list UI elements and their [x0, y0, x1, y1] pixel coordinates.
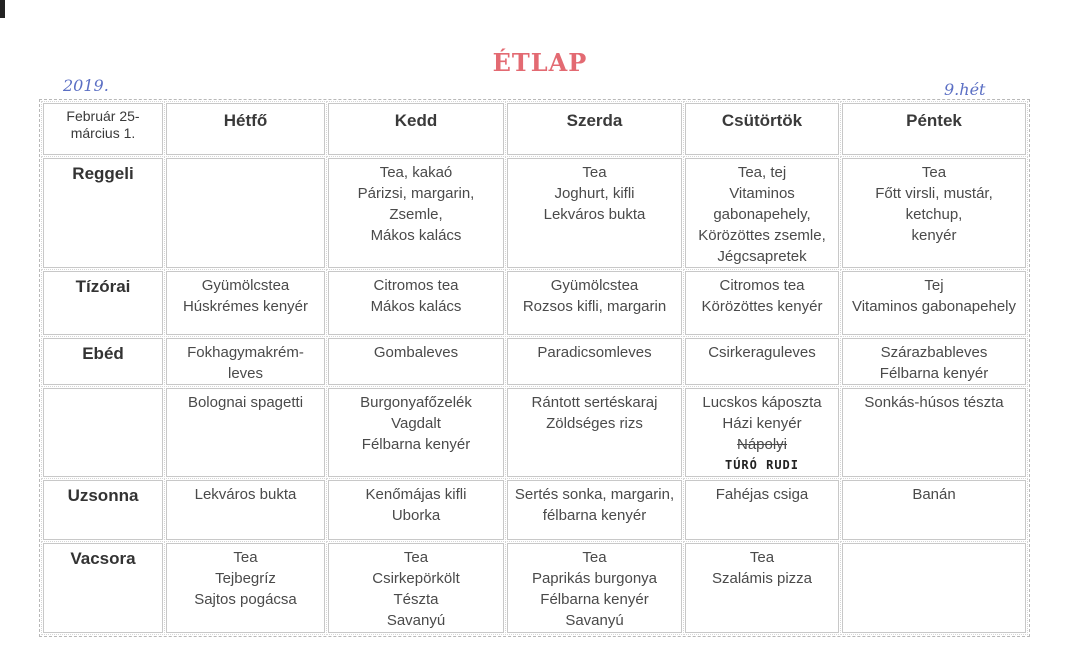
menu-item: Kenőmájas kifli	[365, 486, 467, 503]
meal-row-ebed-main	[43, 388, 1026, 477]
menu-item: Félbarna kenyér	[879, 365, 989, 382]
menu-cell	[685, 480, 839, 540]
page-title: ÉTLAP	[492, 48, 588, 77]
scan-mark	[0, 0, 5, 18]
menu-item: Tea	[233, 549, 258, 566]
menu-item: Gyümölcstea	[201, 277, 290, 294]
menu-item: Citromos tea	[719, 277, 805, 294]
day-header-thursday: Csütörtök	[685, 103, 839, 155]
day-header-monday: Hétfő	[166, 103, 325, 155]
menu-cell	[507, 388, 682, 477]
menu-cell	[166, 388, 325, 477]
menu-item: Húskrémes kenyér	[182, 298, 309, 315]
menu-item: Banán	[912, 486, 956, 503]
menu-item: Szárazbableves	[880, 344, 988, 361]
menu-item: Uborka	[391, 507, 441, 524]
menu-item: Körözöttes zsemle,	[698, 227, 826, 244]
menu-item: Savanyú	[565, 612, 624, 629]
menu-item: Sajtos pogácsa	[194, 591, 297, 608]
menu-item: Szalámis pizza	[711, 570, 813, 587]
menu-item: ketchup,	[905, 206, 963, 223]
meal-row-ebed	[43, 338, 1026, 385]
menu-cell	[842, 543, 1026, 633]
meal-row-uzsonna	[43, 480, 1026, 540]
menu-cell	[328, 158, 504, 268]
menu-item: Gombaleves	[373, 344, 459, 361]
menu-item: Mákos kalács	[370, 227, 462, 244]
menu-cell	[507, 271, 682, 335]
meal-label: Vacsora	[43, 543, 163, 633]
meal-label	[43, 388, 163, 477]
menu-cell	[328, 271, 504, 335]
menu-item: Sonkás-húsos tészta	[864, 394, 1004, 411]
menu-item: Citromos tea	[373, 277, 459, 294]
menu-item: Csirkepörkölt	[372, 570, 460, 587]
menu-cell	[685, 271, 839, 335]
meal-label: Uzsonna	[43, 480, 163, 540]
day-header-tuesday: Kedd	[328, 103, 504, 155]
menu-item: Vitaminos gabonapehely	[851, 298, 1016, 315]
meal-row-reggeli	[43, 158, 1026, 268]
menu-item: gabonapehely,	[713, 206, 811, 223]
menu-item: Rántott sertéskaraj	[531, 394, 658, 411]
menu-item: Nápolyi	[736, 436, 788, 453]
menu-item: Tészta	[393, 591, 439, 608]
day-header-wednesday: Szerda	[507, 103, 682, 155]
menu-item: Bolognai spagetti	[187, 394, 304, 411]
menu-item: Tejbegríz	[215, 570, 276, 587]
menu-cell	[166, 338, 325, 385]
menu-cell	[328, 388, 504, 477]
menu-item: Tea, kakaó	[379, 164, 453, 181]
menu-item: Sertés sonka, margarin,	[514, 486, 675, 503]
menu-cell	[842, 271, 1026, 335]
menu-cell	[685, 338, 839, 385]
handwritten-week: 9.hét	[944, 80, 986, 99]
menu-item: Tea, tej	[737, 164, 787, 181]
menu-item: Savanyú	[386, 612, 446, 629]
menu-cell	[166, 543, 325, 633]
menu-item: Fokhagymakrém-	[187, 344, 304, 361]
menu-item: Joghurt, kifli	[554, 185, 635, 202]
menu-item: Tea	[582, 549, 607, 566]
menu-cell	[507, 480, 682, 540]
menu-cell	[166, 271, 325, 335]
menu-cell	[685, 388, 839, 477]
meal-label: Tízórai	[43, 271, 163, 335]
menu-cell	[328, 338, 504, 385]
menu-cell	[842, 158, 1026, 268]
menu-cell	[507, 338, 682, 385]
menu-item: kenyér	[911, 227, 957, 244]
menu-cell	[507, 158, 682, 268]
handwritten-year: 2019.	[63, 76, 109, 95]
menu-item: Félbarna kenyér	[540, 591, 649, 608]
menu-item: Házi kenyér	[722, 415, 802, 432]
menu-item: TÚRÓ RUDI	[724, 458, 800, 472]
menu-item: Tea	[749, 549, 775, 566]
date-range-line: március 1.	[70, 125, 136, 141]
menu-cell	[685, 158, 839, 268]
menu-cell	[685, 543, 839, 633]
meal-label: Reggeli	[43, 158, 163, 268]
menu-item: Paradicsomleves	[537, 344, 652, 361]
date-range-line: Február 25-	[66, 108, 140, 124]
menu-cell	[842, 388, 1026, 477]
header-row	[43, 103, 1026, 155]
menu-item: Tea	[921, 164, 947, 181]
menu-item: Tea	[582, 164, 607, 181]
menu-item: Lucskos káposzta	[702, 394, 822, 411]
menu-table	[40, 100, 1029, 636]
menu-item: Fahéjas csiga	[715, 486, 809, 503]
menu-item: Zsemle,	[389, 206, 443, 223]
menu-cell	[328, 480, 504, 540]
menu-item: Főtt virsli, mustár,	[875, 185, 993, 202]
menu-item: Lekváros bukta	[194, 486, 297, 503]
menu-cell	[166, 480, 325, 540]
menu-cell	[166, 158, 325, 268]
menu-item: Tej	[924, 277, 944, 294]
menu-item: Zöldséges rizs	[546, 415, 643, 432]
meal-label: Ebéd	[43, 338, 163, 385]
day-header-friday: Péntek	[842, 103, 1026, 155]
date-range-cell	[43, 103, 163, 155]
menu-item: Vagdalt	[391, 415, 441, 432]
menu-item: Burgonyafőzelék	[360, 394, 472, 411]
menu-item: Tea	[403, 549, 429, 566]
menu-cell	[842, 338, 1026, 385]
menu-cell	[842, 480, 1026, 540]
menu-item: Rozsos kifli, margarin	[522, 298, 667, 315]
meal-row-tizorai	[43, 271, 1026, 335]
menu-item: Lekváros bukta	[543, 206, 646, 223]
menu-item: Paprikás burgonya	[531, 570, 658, 587]
meal-row-vacsora	[43, 543, 1026, 633]
menu-item: Mákos kalács	[370, 298, 462, 315]
menu-item: félbarna kenyér	[542, 507, 647, 524]
menu-cell	[507, 543, 682, 633]
menu-item: Körözöttes kenyér	[701, 298, 823, 315]
menu-item: Gyümölcstea	[550, 277, 639, 294]
menu-item: leves	[227, 365, 264, 382]
menu-item: Félbarna kenyér	[361, 436, 471, 453]
menu-item: Jégcsapretek	[717, 248, 807, 265]
menu-item: Vitaminos	[729, 185, 795, 202]
menu-item: Párizsi, margarin,	[357, 185, 475, 202]
menu-cell	[328, 543, 504, 633]
menu-item: Csirkeraguleves	[708, 344, 816, 361]
